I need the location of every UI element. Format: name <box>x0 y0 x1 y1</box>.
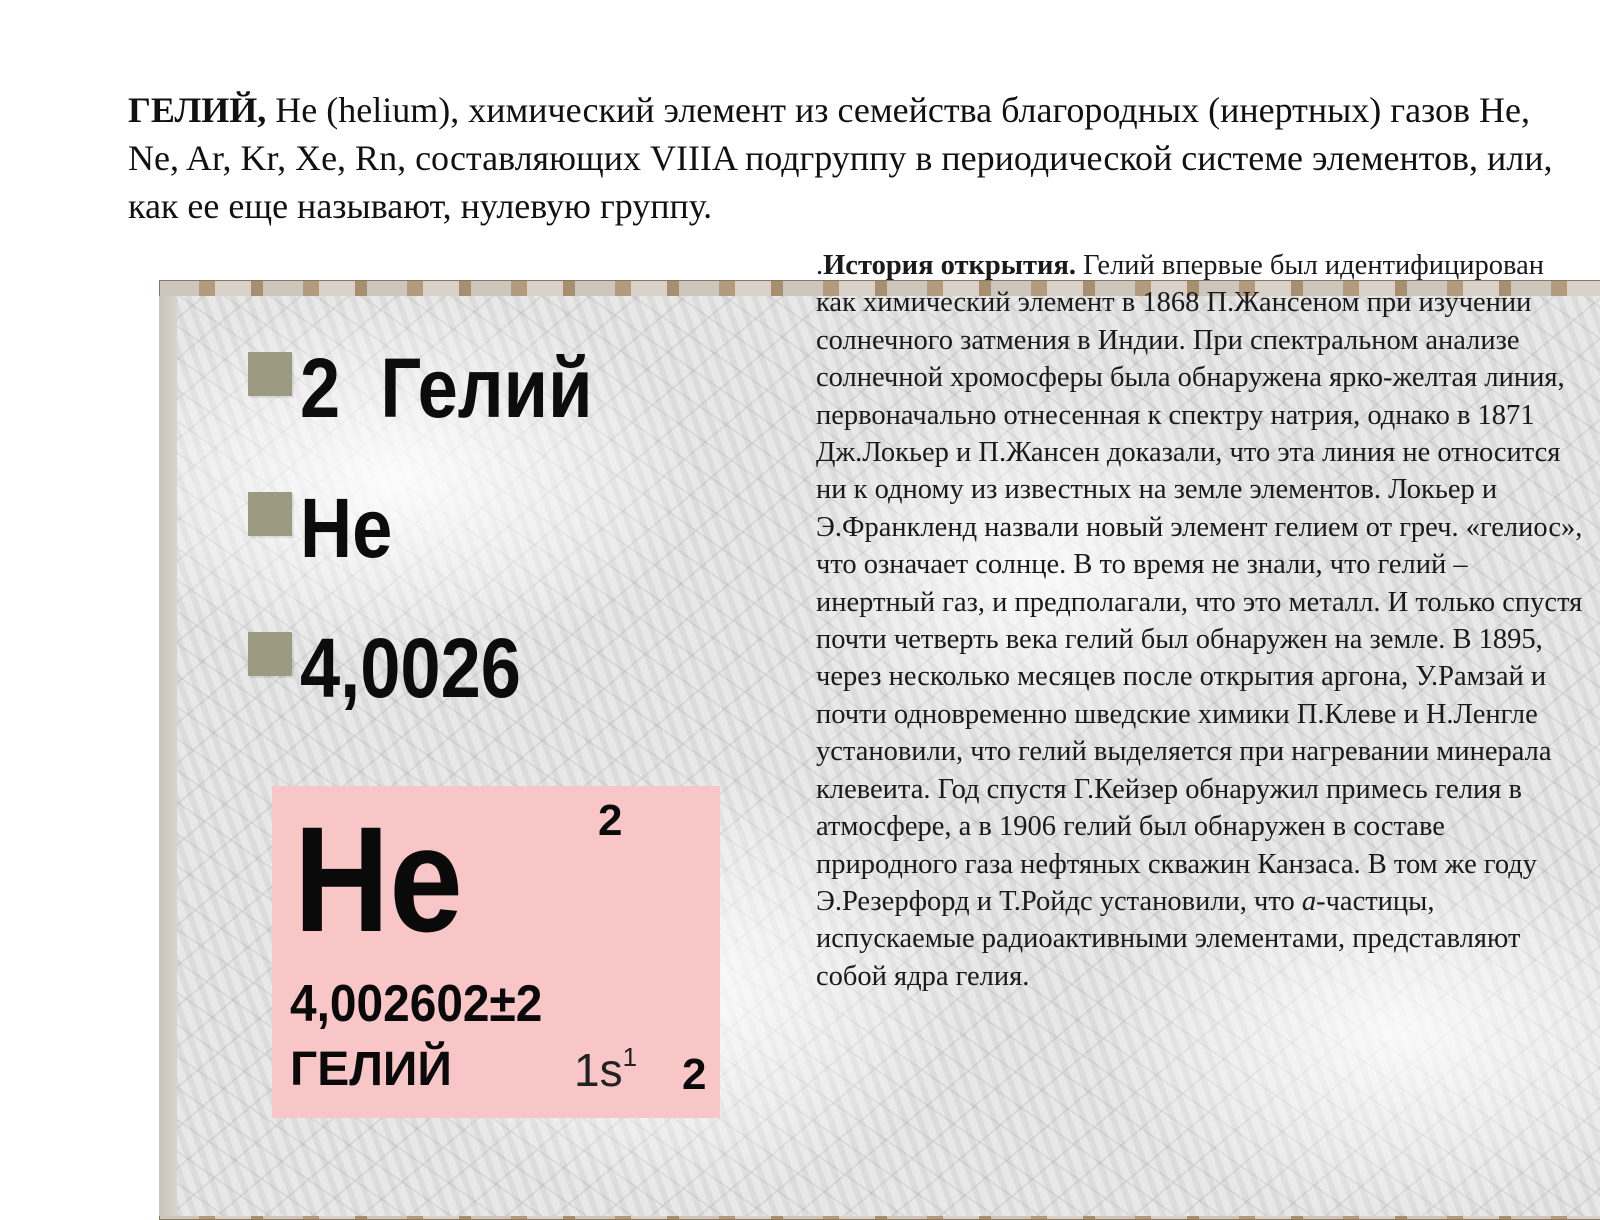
history-prefix: . <box>816 250 824 281</box>
bullet-mass: 4,0026 <box>300 621 521 715</box>
element-shell-count: 2 <box>682 1050 707 1099</box>
element-atomic-mass: 4,002602±2 <box>290 975 543 1033</box>
bullet-square-icon <box>248 352 292 396</box>
config-electrons: 1 <box>622 1042 638 1072</box>
bullet-number-name: 2 Гелий <box>300 341 593 435</box>
element-name: ГЕЛИЙ <box>290 1043 452 1096</box>
intro-text: He (helium), химический элемент из семейства благородных (инертных) газов He, Ne, Ar, Kr, Xe, Rn, составляющих VIIIA подгруппу в периодической системе элементов, или, как ее еще называют, нулевую группу. <box>128 90 1553 226</box>
electron-configuration <box>574 1032 637 1095</box>
frame-edge <box>159 296 177 1216</box>
bullet-square-icon <box>248 632 292 676</box>
element-card <box>272 786 720 1118</box>
history-paragraph <box>816 247 1590 995</box>
history-text-end: -частицы, испускаемые радиоактивными элементами, представляют собой ядра гелия. <box>816 885 1521 992</box>
bullet-square-icon <box>248 492 292 536</box>
element-symbol: He <box>294 795 463 963</box>
history-title: История открытия. <box>823 250 1076 281</box>
intro-title: ГЕЛИЙ, <box>128 90 267 130</box>
element-atomic-number: 2 <box>598 796 623 845</box>
config-orbital: 1s <box>574 1044 623 1096</box>
history-text: Гелий впервые был идентифицирован как химический элемент в 1868 П.Жансеном при изучении солнечного затмения в Индии. При спектральном анализе солнечной хромосферы была обнаружена ярко-желтая линия, первоначально отнесенная к спектру натрия, однако в 1871 Дж.Локьер и П.Жансен доказали, что эта линия не относится ни к одному из известных на земле элементов. Локьер и Э.Франкленд назвали новый элемент гелием от греч. «гелиос», что означает солнце. В то время не знали, что гелий – инертный газ, и предполагали, что это металл. И только спустя почти четверть века гелий был обнаружен на земле. В 1895, через несколько месяцев после открытия аргона, У.Рамзай и почти одновременно шведские химики П.Клеве и Н.Ленгле установили, что гелий выделяется при нагревании минерала клевеита. Год спустя Г.Кейзер обнаружил примесь гелия в атмосфере, а в 1906 гелий был обнаружен в составе природного газа нефтяных скважин Канзаса. В том же году Э.Резерфорд и Т.Ройдс установили, что <box>816 250 1583 917</box>
alpha-symbol: a <box>1301 885 1317 917</box>
bullet-symbol: He <box>300 481 393 575</box>
intro-paragraph <box>128 86 1568 230</box>
